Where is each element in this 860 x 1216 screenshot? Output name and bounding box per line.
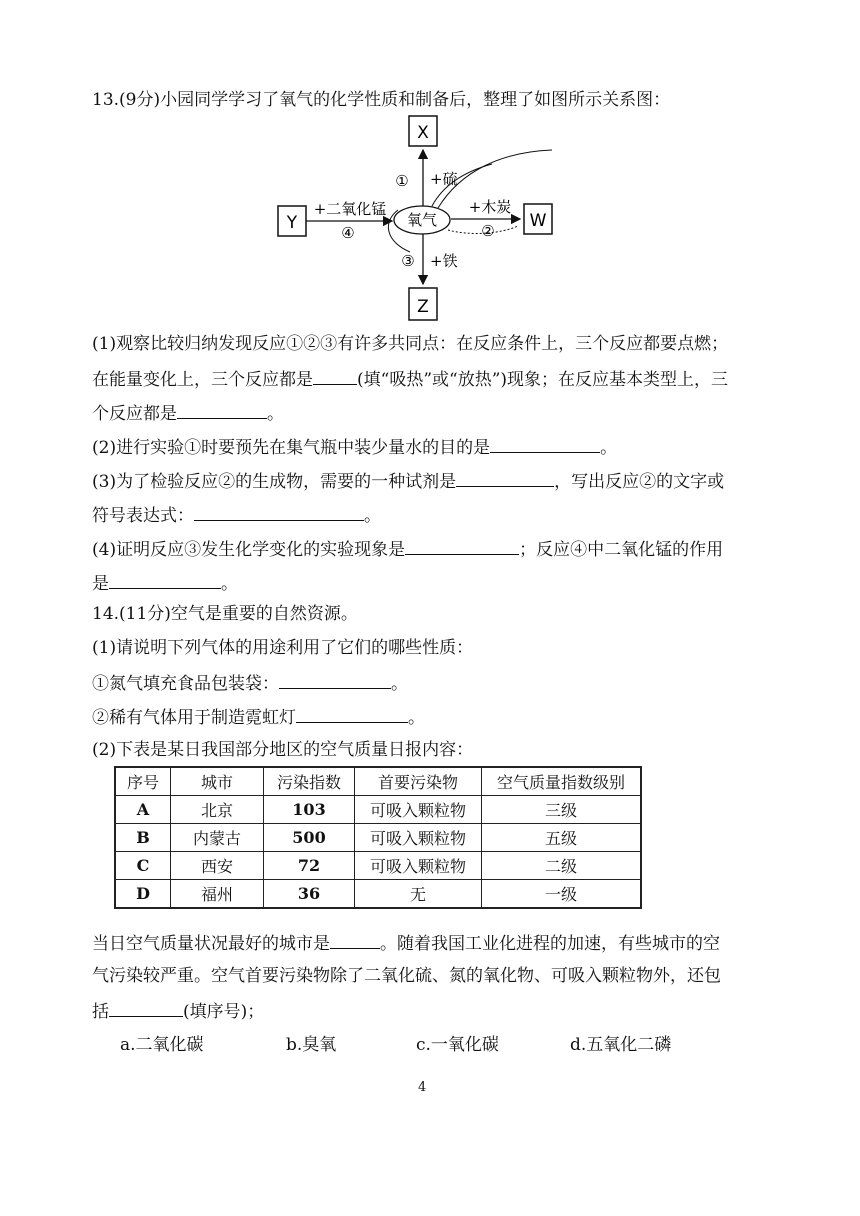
q14-after3-b: (填序号)； — [183, 1002, 265, 1022]
table-row — [115, 880, 641, 909]
table-cell: C — [115, 852, 171, 880]
table-cell: 三级 — [482, 796, 642, 824]
box-w-label: W — [529, 211, 547, 231]
q14-after1-b: 。随着我国工业化进程的加速，有些城市的空 — [380, 934, 720, 954]
q14-title: 14.(11分)空气是重要的自然资源。 — [92, 604, 358, 624]
blank-mno2-role[interactable] — [109, 570, 221, 589]
table-cell: 内蒙古 — [171, 824, 264, 852]
table-cell: 103 — [264, 796, 355, 824]
q13-part3-line2 — [92, 502, 381, 528]
q13-part4-c: 是 — [92, 574, 109, 594]
q13-part2-b: 。 — [600, 438, 618, 458]
blank-reaction-type[interactable] — [177, 400, 267, 419]
q13-part1-line2 — [92, 366, 728, 392]
label-left: +二氧化锰 — [313, 200, 387, 218]
table-cell: 二级 — [482, 852, 642, 880]
q14-part2: (2)下表是某日我国部分地区的空气质量日报内容： — [92, 740, 474, 760]
air-quality-table — [114, 766, 642, 909]
table-row — [115, 796, 641, 824]
q13-part1-line3 — [92, 400, 284, 426]
table-row — [115, 852, 641, 880]
option-c: c.一氧化碳 — [416, 1035, 499, 1055]
blank-water-purpose[interactable] — [490, 434, 600, 453]
q13-part4-a: (4)证明反应③发生化学变化的实验现象是 — [92, 540, 406, 560]
blank-reagent[interactable] — [456, 468, 554, 487]
table-cell: 福州 — [171, 880, 264, 909]
blank-energy[interactable] — [313, 366, 357, 385]
q13-part1-line1: (1)观察比较归纳发现反应①②③有许多共同点：在反应条件上，三个反应都要点燃； — [92, 334, 729, 354]
q14-after3-a: 括 — [92, 1002, 109, 1022]
header-cell: 序号 — [115, 767, 171, 796]
label-bottom: +铁 — [430, 252, 458, 270]
label-left-num: ④ — [341, 224, 355, 242]
label-bottom-num: ③ — [401, 252, 415, 270]
table-cell: A — [115, 796, 171, 824]
q13-part1-line3-b: 。 — [267, 404, 284, 424]
table-cell: 36 — [264, 880, 355, 909]
blank-nitrogen[interactable] — [279, 670, 391, 689]
q14-item2-text: ②稀有气体用于制造霓虹灯 — [92, 708, 296, 728]
blank-best-city[interactable] — [330, 930, 380, 949]
table-row — [115, 824, 641, 852]
q13-part3-a: (3)为了检验反应②的生成物，需要的一种试剂是 — [92, 472, 457, 492]
q13-part1-line2-a: 在能量变化上，三个反应都是 — [92, 370, 313, 390]
q14-part1-item2 — [92, 704, 425, 730]
table-cell: 五级 — [482, 824, 642, 852]
label-right: +木炭 — [468, 198, 512, 216]
header-cell: 污染指数 — [264, 767, 355, 796]
option-a: a.二氧化碳 — [120, 1035, 204, 1055]
q14-after-line2: 气污染较严重。空气首要污染物除了二氧化硫、氮的氧化物、可吸入颗粒物外，还包 — [92, 966, 721, 986]
q13-part3-d: 。 — [364, 506, 381, 526]
blank-phenomenon[interactable] — [405, 536, 519, 555]
q14-item2-end: 。 — [408, 708, 425, 728]
q13-part2-a: (2)进行实验①时要预先在集气瓶中装少量水的目的是 — [92, 438, 491, 458]
table-cell: 可吸入颗粒物 — [355, 824, 482, 852]
option-d: d.五氧化二磷 — [570, 1035, 672, 1055]
header-cell: 城市 — [171, 767, 264, 796]
table-cell: 无 — [355, 880, 482, 909]
q13-part3-c: 符号表达式： — [92, 506, 194, 526]
q13-part4-b: ；反应④中二氧化锰的作用 — [519, 540, 724, 560]
q14-after-line3 — [92, 998, 264, 1024]
q13-part4-line2 — [92, 570, 238, 596]
table-cell: 一级 — [482, 880, 642, 909]
option-b: b.臭氧 — [286, 1035, 337, 1055]
oxygen-relationship-diagram — [270, 112, 570, 324]
table-header-row — [115, 767, 641, 796]
blank-noble-gas[interactable] — [296, 704, 408, 723]
q13-part2 — [92, 434, 617, 460]
header-cell: 空气质量指数级别 — [482, 767, 642, 796]
table-cell: 500 — [264, 824, 355, 852]
blank-pollutant[interactable] — [109, 998, 183, 1017]
table-cell: 可吸入颗粒物 — [355, 852, 482, 880]
table-cell: 西安 — [171, 852, 264, 880]
q13-part1-line3-a: 个反应都是 — [92, 404, 177, 424]
q13-part4-line1 — [92, 536, 723, 562]
blank-expression[interactable] — [194, 502, 364, 521]
table-cell: 可吸入颗粒物 — [355, 796, 482, 824]
label-top: +硫 — [430, 170, 458, 188]
table-cell: 北京 — [171, 796, 264, 824]
q13-part1-line2-b: (填“吸热”或“放热”)现象；在反应基本类型上，三 — [357, 370, 729, 390]
q14-part1-item1 — [92, 670, 408, 696]
q14-part1: (1)请说明下列气体的用途利用了它们的哪些性质： — [92, 638, 474, 658]
q13-part3-b: ，写出反应②的文字或 — [554, 472, 725, 492]
table-cell: D — [115, 880, 171, 909]
table-cell: 72 — [264, 852, 355, 880]
box-z-label: Z — [417, 297, 429, 317]
q14-item1-text: ①氮气填充食品包装袋： — [92, 674, 279, 694]
box-x-label: X — [417, 123, 429, 143]
box-y-label: Y — [286, 213, 298, 233]
q13-title: 13.(9分)小园同学学习了氧气的化学性质和制备后，整理了如图所示关系图： — [92, 90, 671, 110]
table-cell: B — [115, 824, 171, 852]
page-number: 4 — [418, 1080, 427, 1095]
q13-part3-line1 — [92, 468, 724, 494]
q14-after1-a: 当日空气质量状况最好的城市是 — [92, 934, 330, 954]
label-right-num: ② — [481, 222, 495, 240]
q13-part4-d: 。 — [221, 574, 238, 594]
header-cell: 首要污染物 — [355, 767, 482, 796]
q14-after-line1 — [92, 930, 720, 956]
q14-item1-end: 。 — [391, 674, 408, 694]
center-label: 氧气 — [406, 211, 438, 229]
label-top-num: ① — [395, 172, 409, 190]
